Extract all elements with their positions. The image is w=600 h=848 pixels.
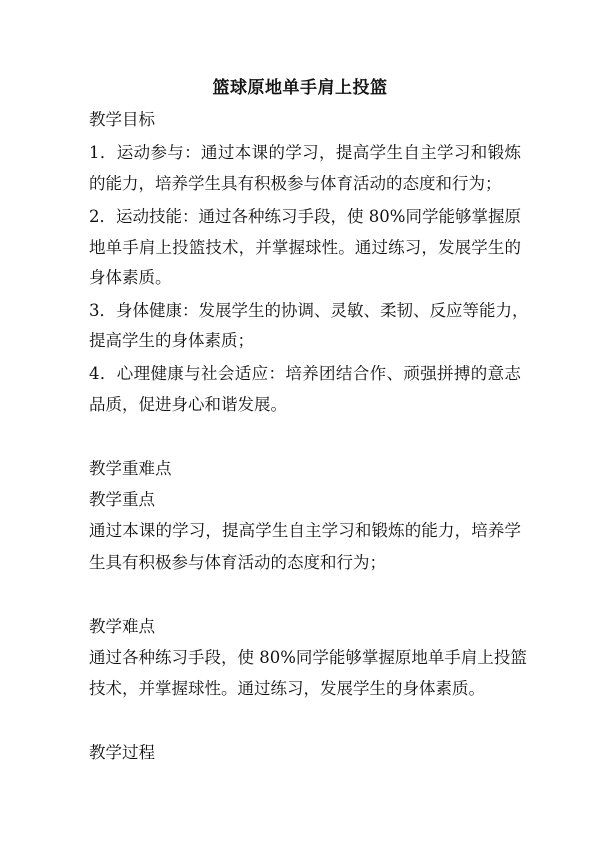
paragraph-line: 身体素质。 bbox=[89, 268, 172, 287]
paragraph-line: 1．运动参与：通过本课的学习，提高学生自主学习和锻炼 bbox=[89, 143, 521, 162]
paragraph-line: 提高学生的身体素质； bbox=[89, 331, 254, 350]
paragraph-line: 生具有积极参与体育活动的态度和行为； bbox=[89, 553, 386, 572]
paragraph-line: 技术，并掌握球性。通过练习，发展学生的身体素质。 bbox=[89, 679, 485, 698]
paragraph-line: 地单手肩上投篮技术，并掌握球性。通过练习，发展学生的 bbox=[89, 238, 521, 257]
paragraph-line: 通过本课的学习，提高学生自主学习和锻炼的能力，培养学 bbox=[89, 521, 521, 540]
paragraph-line: 品质，促进身心和谐发展。 bbox=[89, 395, 287, 414]
paragraph-line: 的能力，培养学生具有积极参与体育活动的态度和行为； bbox=[89, 174, 502, 193]
section-heading-process: 教学过程 bbox=[89, 743, 155, 762]
paragraph-line: 通过各种练习手段，使 80%同学能够掌握原地单手肩上投篮 bbox=[89, 648, 527, 667]
paragraph-line: 3．身体健康：发展学生的协调、灵敏、柔韧、反应等能力， bbox=[89, 301, 529, 320]
section-heading-objectives: 教学目标 bbox=[89, 110, 155, 129]
paragraph-line: 4．心理健康与社会适应：培养团结合作、顽强拼搏的意志 bbox=[89, 364, 521, 383]
paragraph-line: 2．运动技能：通过各种练习手段，使 80%同学能够掌握原 bbox=[89, 207, 521, 226]
page-title: 篮球原地单手肩上投篮 bbox=[212, 78, 388, 98]
subheading-key-points: 教学重点 bbox=[89, 490, 155, 509]
section-heading-key-difficult: 教学重难点 bbox=[89, 459, 172, 478]
subheading-difficult-points: 教学难点 bbox=[89, 617, 155, 636]
